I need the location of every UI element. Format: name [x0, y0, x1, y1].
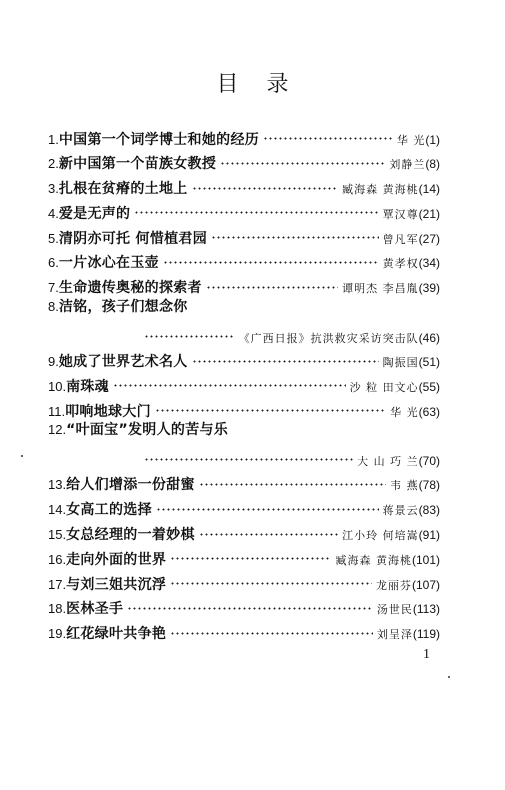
entry-number: 10.	[48, 378, 67, 394]
entry-author: 汤世民	[376, 603, 413, 617]
entry-author: 刘静兰	[389, 158, 426, 172]
entry-number: 6.	[48, 255, 59, 271]
entry-number: 19.	[48, 626, 67, 642]
toc-entry	[48, 173, 440, 198]
dot-leader	[155, 395, 386, 416]
entry-title: 生命遗传奥秘的探索者	[58, 280, 202, 297]
entry-title: 女总经理的一着妙棋	[66, 527, 195, 544]
page-number: 1	[423, 647, 430, 662]
dot-leader	[163, 247, 379, 268]
dot-leader	[144, 321, 235, 342]
entry-page: (1)	[425, 132, 440, 147]
dot-leader	[199, 469, 386, 490]
entry-number: 12.	[48, 421, 67, 437]
dot-leader	[134, 197, 378, 218]
entry-page: (46)	[418, 330, 440, 345]
entry-number: 13.	[48, 477, 67, 493]
entry-page: (34)	[418, 256, 440, 271]
entry-number: 2.	[48, 156, 59, 172]
dot-leader	[211, 222, 379, 243]
dot-leader	[144, 444, 353, 465]
entry-title: 她成了世界艺术名人	[58, 354, 188, 371]
entry-number: 8.	[48, 298, 59, 314]
entry-author: 蒋景云	[382, 504, 419, 518]
toc-entry	[48, 222, 440, 247]
entry-title: 女高工的选择	[66, 502, 152, 519]
toc-entry	[48, 272, 440, 297]
dot-leader	[170, 568, 372, 589]
entry-page: (55)	[418, 379, 440, 394]
dot-leader	[170, 543, 331, 564]
entry-page: (78)	[418, 478, 440, 493]
entry-title: 清阴亦可托 何惜植君园	[58, 230, 208, 247]
entry-title: 走向外面的世界	[66, 551, 167, 568]
toc-entry	[48, 148, 440, 173]
toc-entry	[48, 370, 440, 395]
dot-leader	[263, 123, 393, 144]
toc-entry	[48, 494, 440, 519]
entry-page: (119)	[412, 627, 440, 642]
dot-leader	[127, 593, 373, 614]
entry-page: (91)	[418, 528, 440, 543]
entry-title: 新中国第一个苗族女教授	[58, 156, 217, 173]
dot-leader	[113, 370, 346, 391]
entry-author: 华 光	[390, 405, 419, 419]
entry-author: 江小玲 何培嵩	[342, 529, 419, 543]
entry-number: 9.	[48, 354, 59, 370]
entry-author: 韦 燕	[390, 479, 419, 493]
toc-entry-continuation	[48, 444, 440, 468]
entry-title: 扎根在贫瘠的土地上	[58, 181, 188, 198]
entry-number: 16.	[48, 551, 67, 567]
dot-leader	[192, 346, 379, 367]
entry-author: 黄孝权	[382, 257, 419, 271]
entry-number: 5.	[48, 230, 59, 246]
entry-author: 曾凡军	[382, 232, 419, 246]
entry-author: 华 光	[396, 133, 426, 147]
entry-author: 谭明杰 李昌胤	[342, 282, 419, 296]
entry-title: 洁铭，孩子们想念你	[58, 298, 188, 315]
entry-author: 臧海森 黄海桃	[342, 183, 419, 197]
entry-number: 15.	[48, 527, 67, 543]
entry-page: (51)	[418, 355, 440, 370]
dot-leader	[170, 618, 373, 639]
entry-title: 给人们增添一份甜蜜	[66, 477, 195, 494]
entry-author: 臧海森 黄海桃	[335, 553, 412, 567]
entry-number: 17.	[48, 576, 67, 592]
entry-page: (113)	[412, 602, 440, 617]
entry-number: 14.	[48, 502, 67, 518]
dot-leader	[220, 148, 385, 169]
toc-entry	[48, 420, 440, 441]
toc-entry	[48, 519, 440, 544]
toc-entry	[48, 469, 440, 494]
entry-author: 覃汉尊	[382, 207, 419, 221]
entry-title: 叩响地球大门	[65, 403, 151, 420]
entry-author: 沙 粒 田文心	[349, 380, 419, 394]
entry-page: (27)	[418, 231, 440, 246]
entry-title: 医林圣手	[66, 601, 124, 618]
scan-speck	[21, 455, 23, 457]
entry-page: (83)	[418, 503, 440, 518]
entry-author: 陶振国	[382, 356, 419, 370]
entry-number: 7.	[48, 280, 59, 296]
entry-title: 南珠魂	[66, 378, 109, 395]
entry-author: 《广西日报》抗洪救灾采访突击队	[238, 331, 419, 345]
page-title: 目录	[216, 72, 317, 97]
toc-entry-continuation	[48, 321, 440, 345]
entry-title: 与刘三姐共沉浮	[66, 576, 167, 593]
entry-author: 刘呈泽	[376, 628, 413, 642]
entry-title: 一片冰心在玉壶	[58, 255, 159, 272]
entry-title: “叶面宝”发明人的苦与乐	[66, 421, 229, 438]
entry-number: 3.	[48, 181, 59, 197]
entry-title: 红花绿叶共争艳	[66, 626, 167, 643]
entry-page: (21)	[418, 206, 440, 221]
dot-leader	[206, 272, 338, 293]
entry-number: 4.	[48, 205, 59, 221]
dot-leader	[156, 494, 379, 515]
entry-page: (39)	[418, 281, 440, 296]
entry-page: (14)	[418, 182, 440, 197]
entry-page: (70)	[418, 453, 440, 468]
dot-leader	[192, 173, 339, 194]
entry-title: 中国第一个词学博士和她的经历	[58, 131, 260, 148]
entry-page: (107)	[411, 577, 440, 592]
entry-page: (101)	[411, 552, 440, 567]
scan-speck	[448, 676, 450, 678]
entry-title: 爱是无声的	[58, 205, 131, 222]
toc-entry	[48, 247, 440, 272]
entry-number: 1.	[48, 131, 59, 147]
table-of-contents	[48, 123, 440, 643]
entry-author: 大 山 巧 兰	[357, 454, 419, 468]
entry-author: 龙丽芬	[375, 578, 412, 592]
entry-number: 18.	[48, 601, 67, 617]
entry-page: (63)	[418, 404, 440, 419]
toc-entry	[48, 395, 440, 420]
entry-page: (8)	[425, 157, 440, 172]
toc-entry	[48, 123, 440, 148]
dot-leader	[199, 519, 338, 540]
entry-number: 11.	[48, 403, 66, 419]
